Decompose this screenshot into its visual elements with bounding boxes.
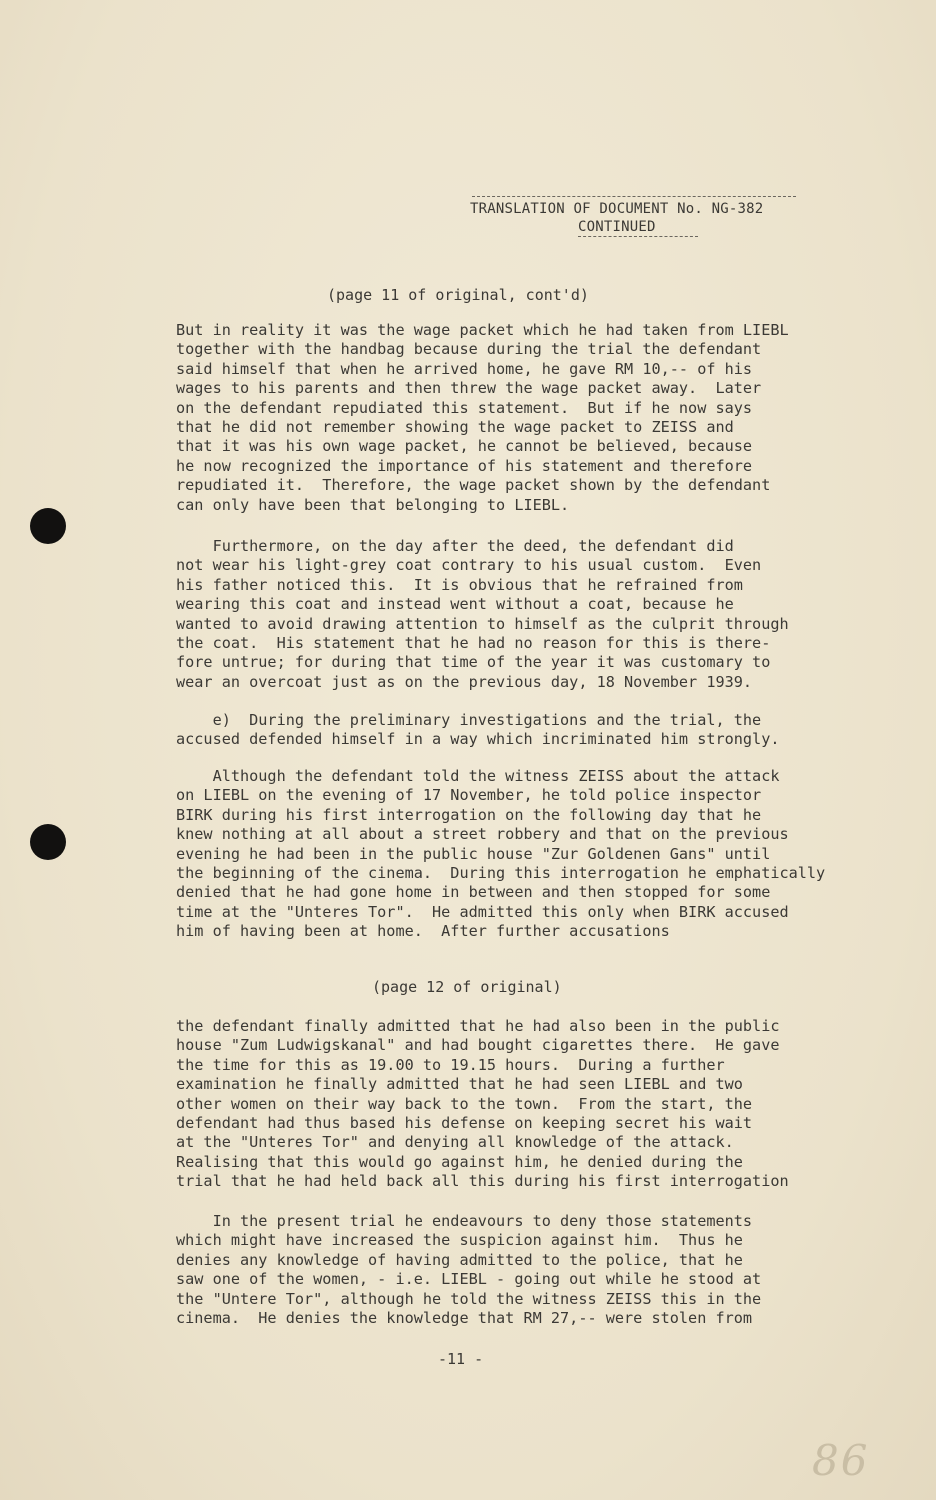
document-header: [470, 200, 800, 237]
text-line: Furthermore, on the day after the deed, the defendant did: [176, 537, 734, 555]
text-line: wearing this coat and instead went without a coat, because he: [176, 595, 734, 614]
text-line: the coat. His statement that he had no reason for this is there-: [176, 634, 771, 653]
text-line: denies any knowledge of having admitted to the police, that he: [176, 1250, 743, 1269]
text-line: BIRK during his first interrogation on the following day that he: [176, 805, 762, 824]
text-line: that it was his own wage packet, he cannot be believed, because: [176, 437, 753, 456]
text-line: Realising that this would go against him, he denied during the: [176, 1152, 743, 1171]
text-line: saw one of the women, - i.e. LIEBL - going out while he stood at: [176, 1270, 762, 1289]
text-line: said himself that when he arrived home, he gave RM 10,-- of his: [176, 359, 753, 378]
text-line: In the present trial he endeavours to deny those statements: [176, 1212, 753, 1230]
text-line: e) During the preliminary investigations and the trial, the: [176, 711, 762, 729]
text-line: the "Untere Tor", although he told the witness ZEISS this in the: [176, 1289, 762, 1308]
text-line: time at the "Unteres Tor". He admitted this only when BIRK accused: [176, 902, 789, 921]
punch-hole-top: [30, 508, 66, 544]
punch-hole-bottom: [30, 824, 66, 860]
text-line: the defendant finally admitted that he had also been in the public: [176, 1017, 780, 1035]
text-line: wanted to avoid drawing attention to himself as the culprit through: [176, 614, 789, 633]
text-line: that he did not remember showing the wage packet to ZEISS and: [176, 418, 734, 437]
text-line: Although the defendant told the witness ZEISS about the attack: [176, 767, 780, 785]
paragraph-5: [176, 1017, 866, 1192]
text-line: not wear his light-grey coat contrary to his usual custom. Even: [176, 556, 762, 575]
text-line: the time for this as 19.00 to 19.15 hours. During a further: [176, 1055, 725, 1074]
text-line: knew nothing at all about a street robbery and that on the previous: [176, 825, 789, 844]
text-line: can only have been that belonging to LIEBL.: [176, 495, 570, 514]
text-line: trial that he had held back all this during his first interrogation: [176, 1172, 789, 1191]
text-line: denied that he had gone home in between and then stopped for some: [176, 883, 771, 902]
page-note-1: (page 11 of original, cont'd): [327, 286, 589, 304]
header-rule: [472, 196, 796, 197]
header-title: TRANSLATION OF DOCUMENT No. NG-382: [470, 201, 764, 217]
text-line: wages to his parents and then threw the wage packet away. Later: [176, 379, 762, 398]
header-subtitle: CONTINUED: [578, 218, 698, 237]
text-line: the beginning of the cinema. During this interrogation he emphatically: [176, 864, 826, 883]
paragraph-2: [176, 537, 866, 692]
paragraph-4: [176, 767, 866, 942]
text-line: together with the handbag because during the trial the defendant: [176, 340, 762, 359]
text-line: evening he had been in the public house "Zur Goldenen Gans" until: [176, 844, 771, 863]
text-line: other women on their way back to the town. From the start, the: [176, 1094, 753, 1113]
text-line: fore untrue; for during that time of the year it was customary to: [176, 653, 771, 672]
text-line: cinema. He denies the knowledge that RM 27,-- were stolen from: [176, 1309, 753, 1328]
page-note-2: (page 12 of original): [372, 978, 562, 996]
text-line: examination he finally admitted that he had seen LIEBL and two: [176, 1075, 743, 1094]
handwritten-mark: 86: [812, 1436, 870, 1485]
paragraph-3: [176, 711, 866, 750]
text-line: wear an overcoat just as on the previous day, 18 November 1939.: [176, 672, 753, 691]
text-line: at the "Unteres Tor" and denying all knowledge of the attack.: [176, 1133, 734, 1152]
text-line: on the defendant repudiated this statement. But if he now says: [176, 398, 753, 417]
paragraph-6: [176, 1212, 866, 1328]
text-line: he now recognized the importance of his statement and therefore: [176, 456, 753, 475]
page-number: -11 -: [438, 1350, 484, 1368]
text-line: repudiated it. Therefore, the wage packet shown by the defendant: [176, 476, 771, 495]
text-line: house "Zum Ludwigskanal" and had bought cigarettes there. He gave: [176, 1036, 780, 1055]
text-line: his father noticed this. It is obvious that he refrained from: [176, 575, 743, 594]
text-line: defendant had thus based his defense on keeping secret his wait: [176, 1114, 753, 1133]
text-line: accused defended himself in a way which incriminated him strongly.: [176, 730, 780, 749]
paragraph-1: [176, 321, 866, 515]
text-line: him of having been at home. After further accusations: [176, 922, 670, 941]
text-line: on LIEBL on the evening of 17 November, he told police inspector: [176, 786, 762, 805]
text-line: But in reality it was the wage packet which he had taken from LIEBL: [176, 321, 789, 339]
text-line: which might have increased the suspicion against him. Thus he: [176, 1231, 743, 1250]
